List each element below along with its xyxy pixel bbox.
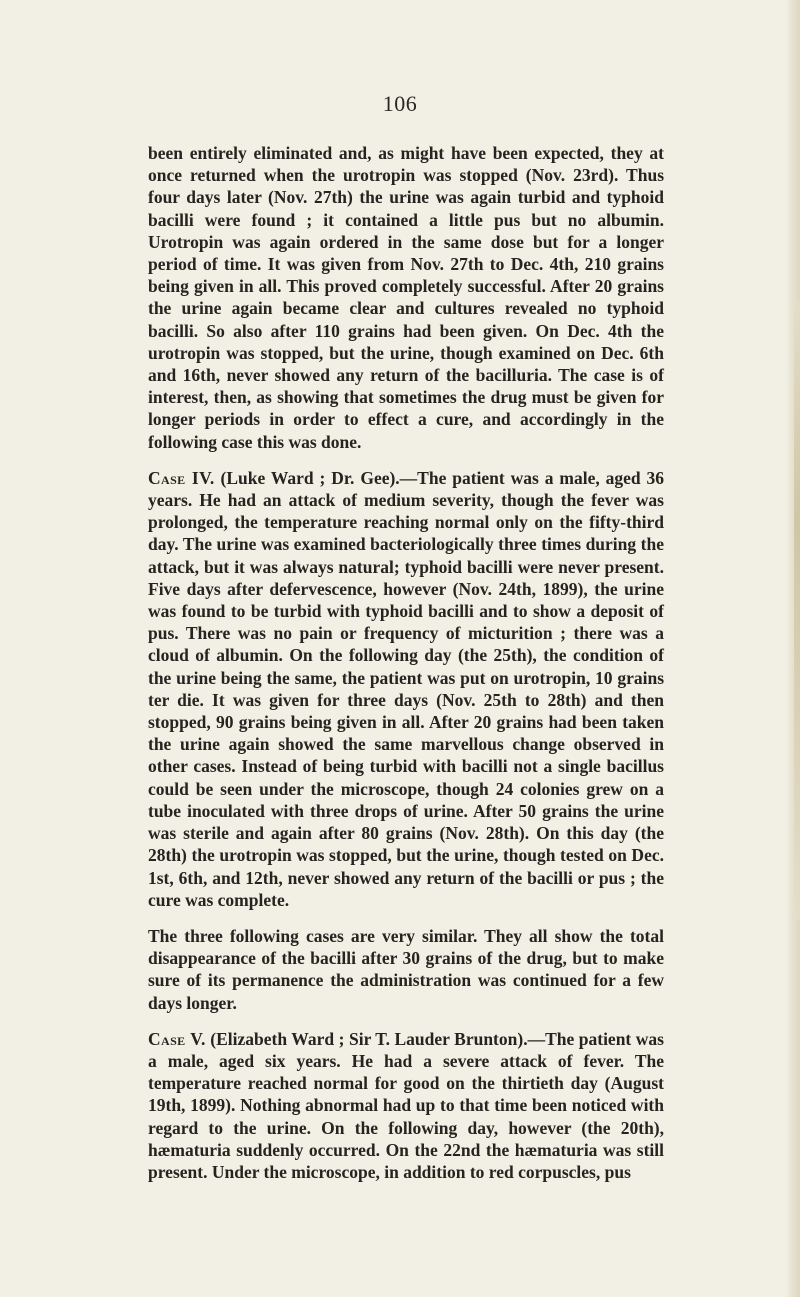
case-iv-heading: Case IV. [148, 467, 215, 488]
case-v-heading: Case V. [148, 1028, 206, 1049]
paragraph-1-text: been entirely eliminated and, as might have been expected, they at once returned when the urotropin was stopped (Nov. 23rd). Thus four days later (Nov. 27th) the urine was again turbid and typhoid bacilli were found ; it contained a little pus but no albumin. Urotropin was again ordered in the same dose but for a longer period of time. It was given from Nov. 27th to Dec. 4th, 210 grains being given in all. This proved completely successful. After 20 grains the urine again became clear and cultures revealed no typhoid bacilli. So also after 110 grains had been given. On Dec. 4th the urotropin was stopped, but the urine, though examined on Dec. 6th and 16th, never showed any return of the bacilluria. The case is of interest, then, as showing that sometimes the drug must be given for longer periods in order to effect a cure, and accordingly in the following case this was done. [148, 143, 664, 452]
paragraph-3 [148, 925, 664, 1014]
case-v-text: (Elizabeth Ward ; Sir T. Lauder Brunton).—The patient was a male, aged six years. He had a severe attack of fever. The temperature reached normal for good on the thirtieth day (August 19th, 1899). Nothing abnormal had up to that time been noticed with regard to the urine. On the following day, however (the 20th), hæmaturia suddenly occurred. On the 22nd the hæmaturia was still present. Under the microscope, in addition to red corpuscles, pus [148, 1028, 664, 1182]
paragraph-3-text: The three following cases are very similar. They all show the total disappearance of the bacilli after 30 grains of the drug, but to make sure of its permanence the administration was continued for a few days longer. [148, 925, 664, 1013]
case-iv-text: (Luke Ward ; Dr. Gee).—The patient was a male, aged 36 years. He had an attack of medium severity, though the fever was prolonged, the temperature reaching normal only on the fifty-third day. The urine was examined bacteriologically three times during the attack, but it was always natural; typhoid bacilli were never present. Five days after defervescence, however (Nov. 24th, 1899), the urine was found to be turbid with typhoid bacilli and to show a deposit of pus. There was no pain or frequency of micturition ; there was a cloud of albumin. On the following day (the 25th), the condition of the urine being the same, the patient was put on urotropin, 10 grains ter die. It was given for three days (Nov. 25th to 28th) and then stopped, 90 grains being given in all. After 20 grains had been taken the urine again showed the same marvellous change observed in other cases. Instead of being turbid with bacilli not a single bacillus could be seen under the microscope, though 24 colonies grew on a tube inoculated with three drops of urine. After 50 grains the urine was sterile and again after 80 grains (Nov. 28th). On this day (the 28th) the urotropin was stopped, but the urine, though tested on Dec. 1st, 6th, and 12th, never showed any return of the bacilli or pus ; the cure was complete. [148, 467, 665, 910]
paragraph-case-iv [148, 467, 664, 911]
page-edge-stain [794, 300, 800, 920]
page-number: 106 [382, 91, 418, 116]
paragraph-1 [148, 142, 664, 453]
page-body [148, 142, 664, 1197]
paragraph-case-v [148, 1028, 664, 1183]
